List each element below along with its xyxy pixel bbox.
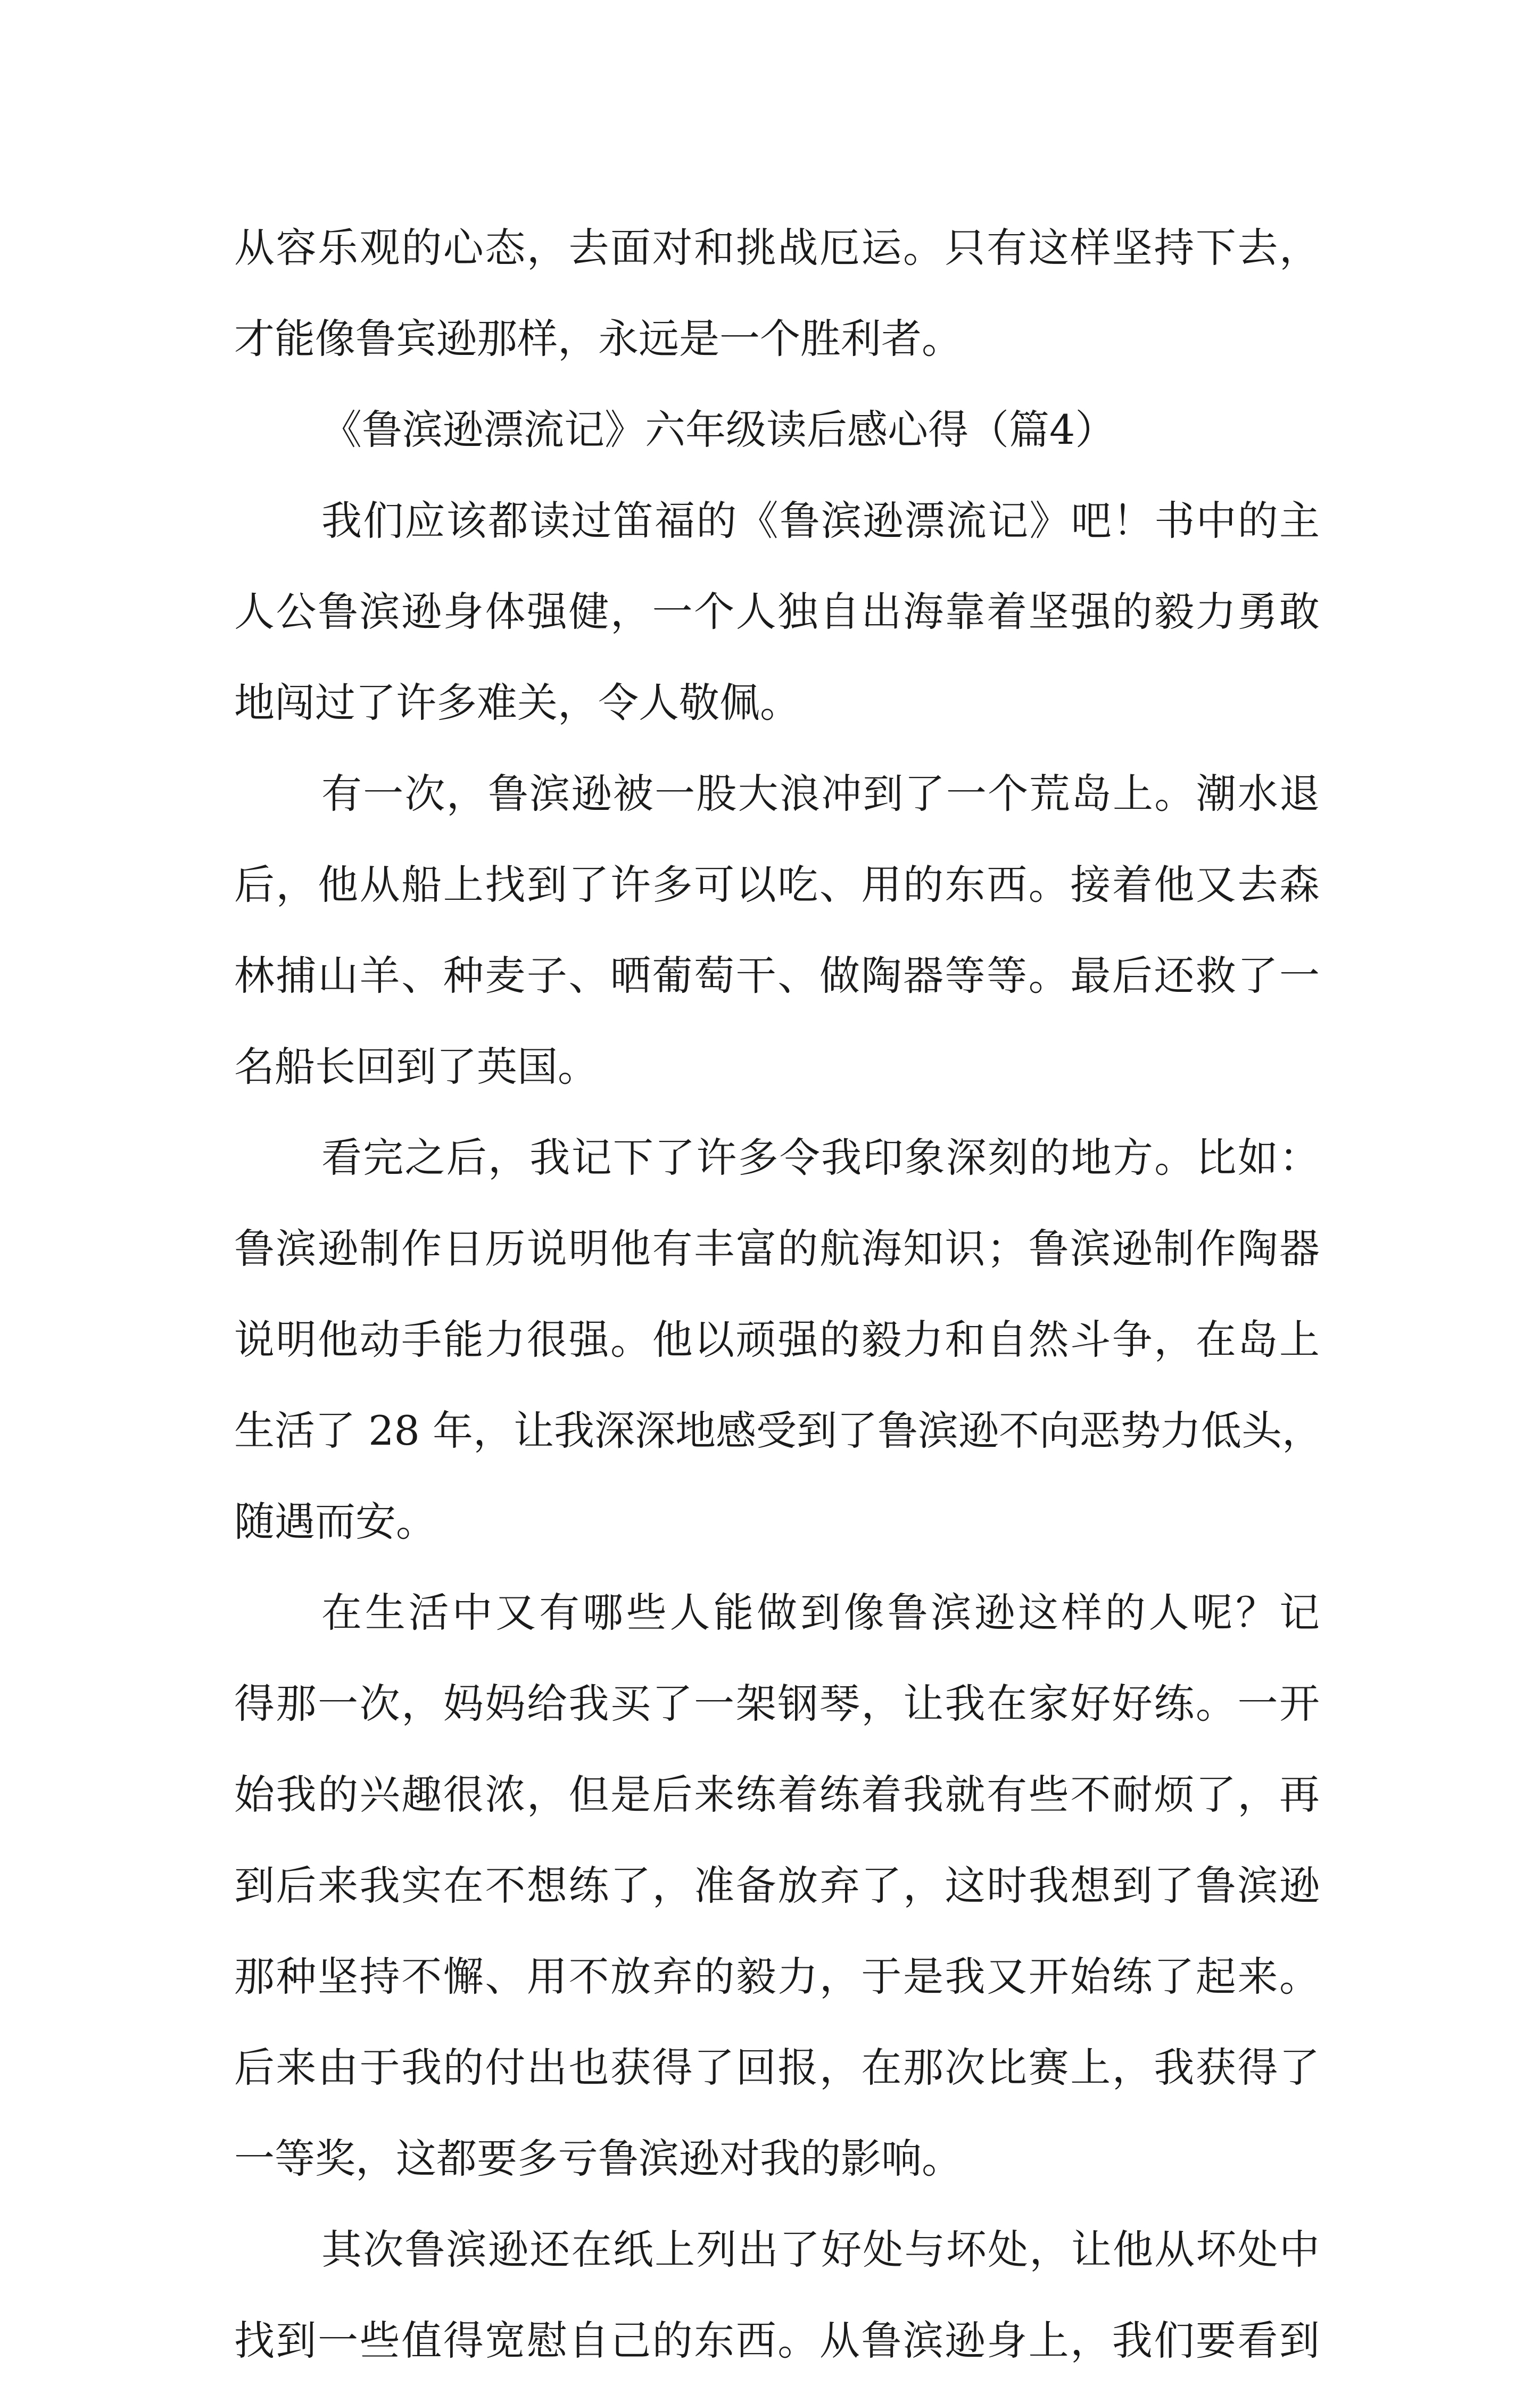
text-line: 在生活中又有哪些人能做到像鲁滨逊这样的人呢？记 (321, 1589, 1320, 1636)
text-line: 一等奖，这都要多亏鲁滨逊对我的影响。 (234, 2135, 962, 2182)
text-line: 随遇而安。 (234, 1498, 436, 1545)
text-line: 找到一些值得宽慰自己的东西。从鲁滨逊身上，我们要看到 (234, 2317, 1320, 2364)
text-line: 其次鲁滨逊还在纸上列出了好处与坏处，让他从坏处中 (321, 2226, 1320, 2273)
text-line: 生活了 28 年，让我深深地感受到了鲁滨逊不向恶势力低头， (234, 1407, 1323, 1454)
text-line: 从容乐观的心态，去面对和挑战厄运。只有这样坚持下去， (234, 224, 1320, 271)
text-line: 后来由于我的付出也获得了回报，在那次比赛上，我获得了 (234, 2044, 1320, 2091)
section-title: 《鲁滨逊漂流记》六年级读后感心得（篇4） (321, 406, 1116, 453)
text-line: 鲁滨逊制作日历说明他有丰富的航海知识；鲁滨逊制作陶器 (234, 1225, 1320, 1272)
text-line: 后，他从船上找到了许多可以吃、用的东西。接着他又去森 (234, 861, 1320, 908)
text-line: 人公鲁滨逊身体强健，一个人独自出海靠着坚强的毅力勇敢 (234, 588, 1320, 635)
text-line: 才能像鲁宾逊那样，永远是一个胜利者。 (234, 315, 962, 362)
text-line: 我们应该都读过笛福的《鲁滨逊漂流记》吧！书中的主 (321, 497, 1320, 544)
text-line: 有一次，鲁滨逊被一股大浪冲到了一个荒岛上。潮水退 (321, 770, 1320, 817)
text-line: 到后来我实在不想练了，准备放弃了，这时我想到了鲁滨逊 (234, 1862, 1320, 1909)
text-line: 地闯过了许多难关，令人敬佩。 (234, 679, 800, 726)
text-line: 看完之后，我记下了许多令我印象深刻的地方。比如： (321, 1134, 1320, 1181)
text-line: 始我的兴趣很浓，但是后来练着练着我就有些不耐烦了，再 (234, 1771, 1320, 1818)
text-line: 林捕山羊、种麦子、晒葡萄干、做陶器等等。最后还救了一 (234, 952, 1320, 999)
document-body (234, 202, 1323, 2386)
text-line: 名船长回到了英国。 (234, 1043, 598, 1090)
text-line: 那种坚持不懈、用不放弃的毅力，于是我又开始练了起来。 (234, 1953, 1320, 2000)
text-line: 说明他动手能力很强。他以顽强的毅力和自然斗争，在岛上 (234, 1316, 1320, 1363)
text-line: 得那一次，妈妈给我买了一架钢琴，让我在家好好练。一开 (234, 1680, 1320, 1727)
